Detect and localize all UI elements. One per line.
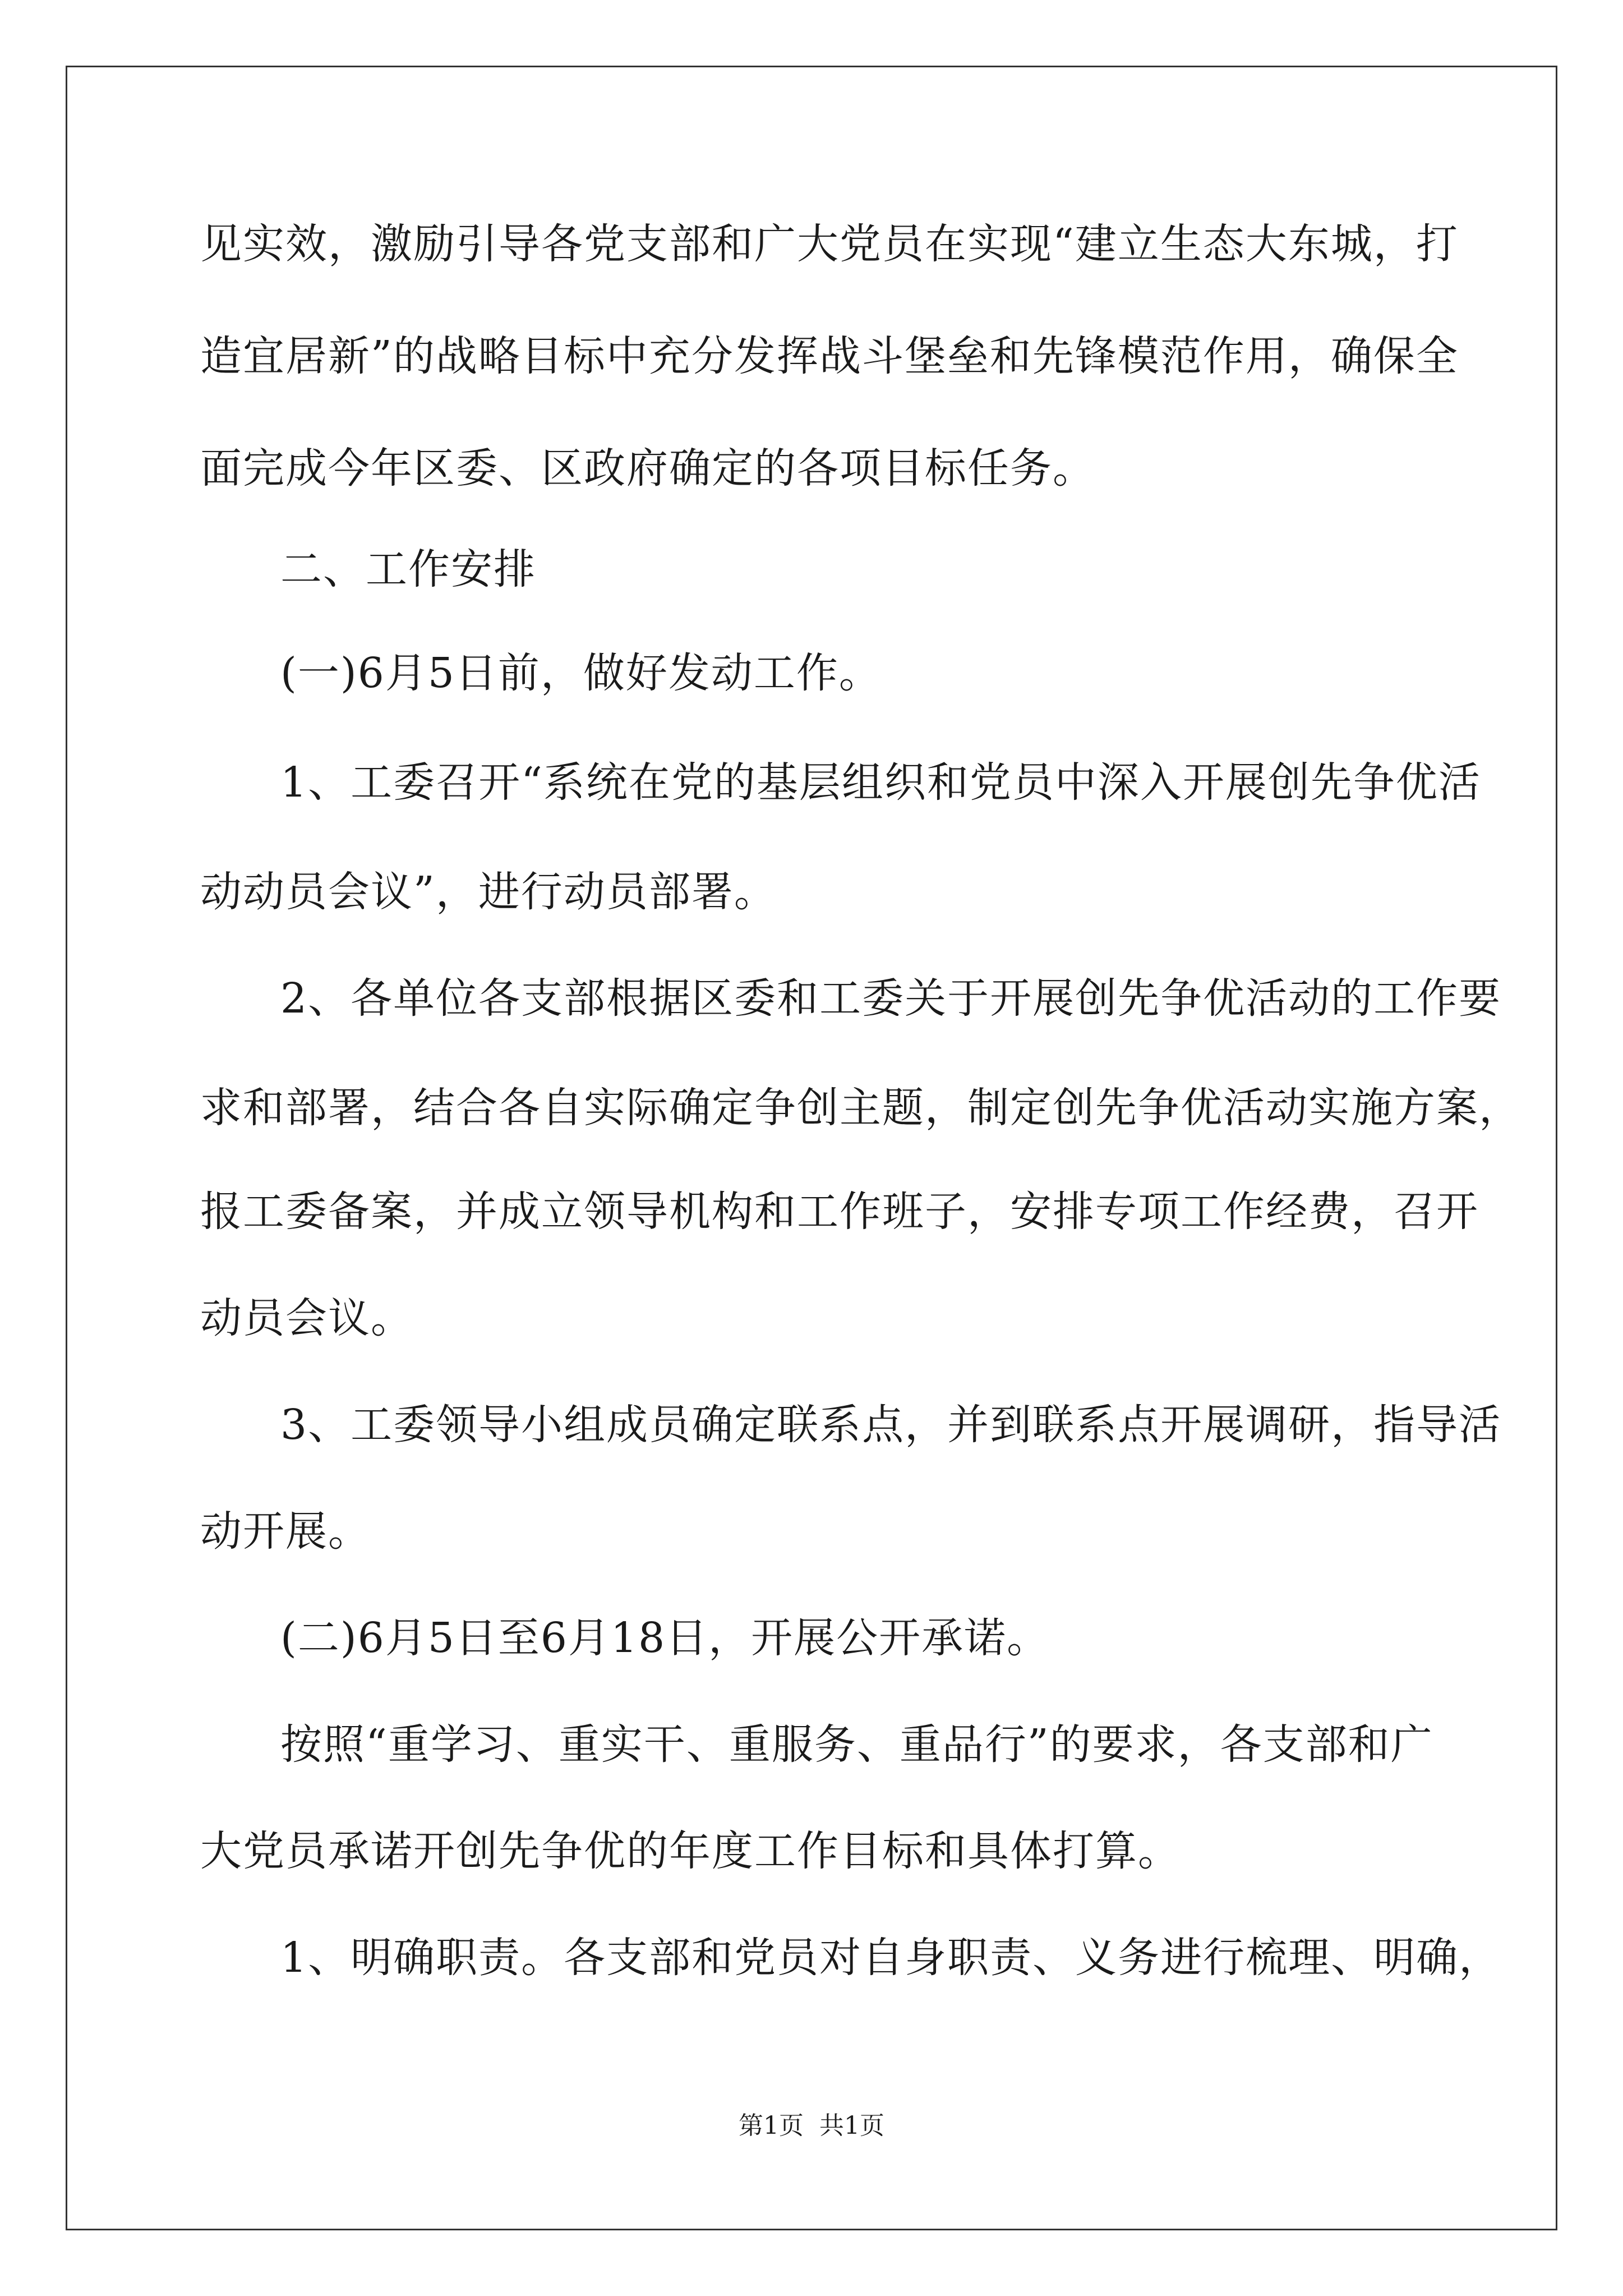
- paragraph-line: 报工委备案，并成立领导机构和工作班子，安排专项工作经费，召开: [200, 1188, 1479, 1236]
- paragraph-line: 1、工委召开“系统在党的基层组织和党员中深入开展创先争优活: [280, 758, 1481, 807]
- paragraph-line: 造宜居新”的战略目标中充分发挥战斗堡垒和先锋模范作用，确保全: [200, 332, 1459, 380]
- paragraph-line: 3、工委领导小组成员确定联系点，并到联系点开展调研，指导活: [280, 1401, 1502, 1449]
- subsection-heading: (二)6月5日至6月18日，开展公开承诺。: [280, 1614, 1050, 1662]
- subsection-heading: (一)6月5日前，做好发动工作。: [280, 649, 882, 697]
- paragraph-line: 1、明确职责。各支部和党员对自身职责、义务进行梳理、明确，: [280, 1934, 1502, 1982]
- paragraph-line: 动开展。: [200, 1507, 371, 1556]
- paragraph-line: 按照“重学习、重实干、重服务、重品行”的要求，各支部和广: [280, 1720, 1433, 1769]
- page-number: 第1页 共1页: [739, 2111, 884, 2140]
- paragraph-line: 2、各单位各支部根据区委和工委关于开展创先争优活动的工作要: [280, 974, 1502, 1023]
- section-heading: 二、工作安排: [280, 545, 536, 593]
- paragraph-line: 面完成今年区委、区政府确定的各项目标任务。: [200, 444, 1095, 493]
- paragraph-line: 动动员会议”，进行动员部署。: [200, 868, 777, 916]
- paragraph-line: 求和部署，结合各自实际确定争创主题，制定创先争优活动实施方案，: [200, 1084, 1521, 1132]
- paragraph-line: 大党员承诺开创先争优的年度工作目标和具体打算。: [200, 1827, 1181, 1875]
- paragraph-line: 动员会议。: [200, 1294, 413, 1342]
- paragraph-line: 见实效，激励引导各党支部和广大党员在实现“建立生态大东城，打: [200, 220, 1459, 268]
